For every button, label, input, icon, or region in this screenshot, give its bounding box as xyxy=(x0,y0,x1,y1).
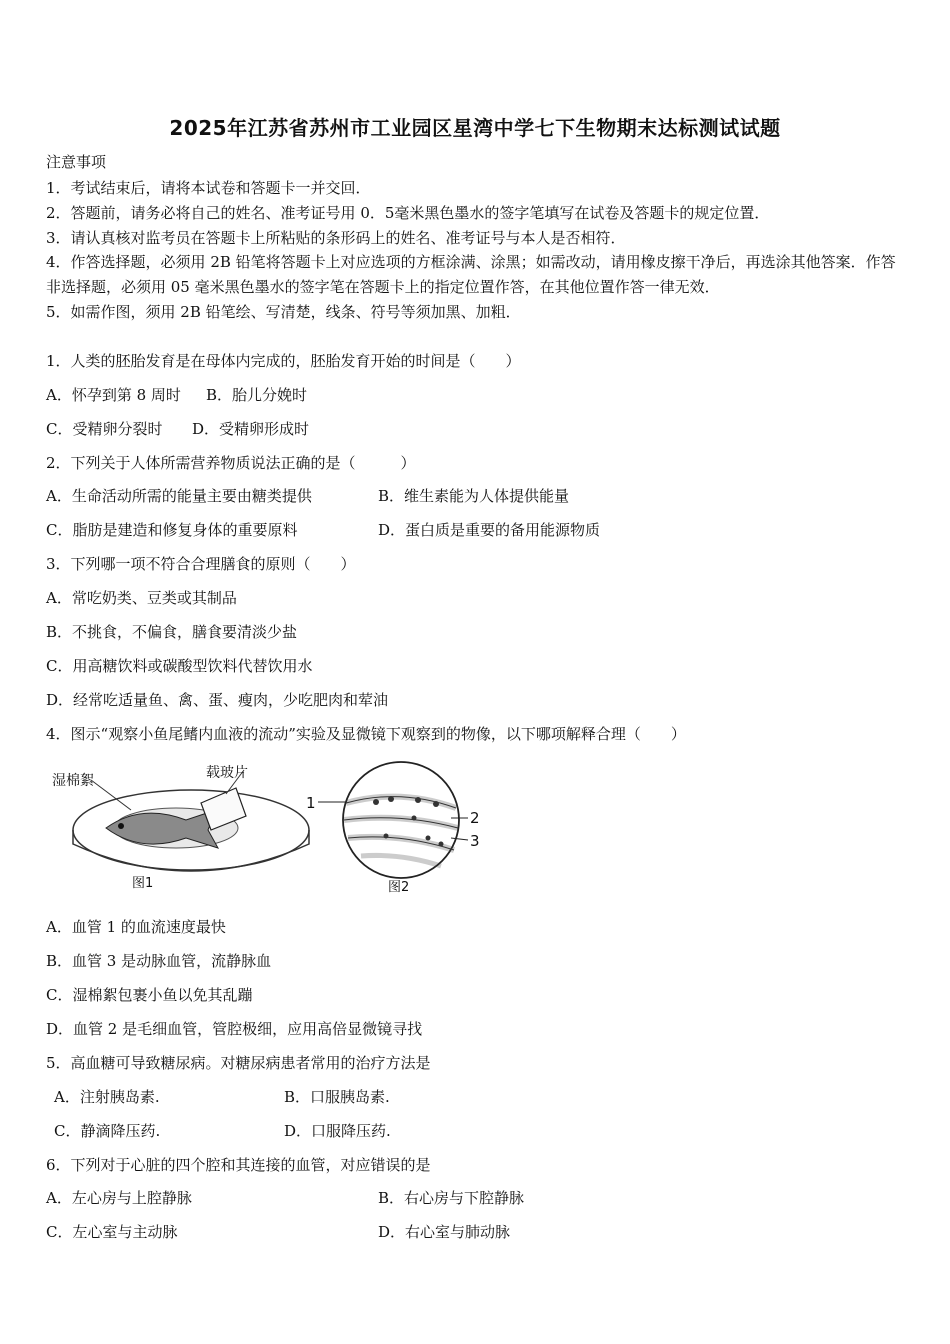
notice-item: 4．作答选择题，必须用 2B 铅笔将答题卡上对应选项的方框涂满、涂黑；如需改动，请用橡皮擦干净后，再选涂其他答案．作答非选择题，必须用 05 毫米黑色墨水的签字笔在答题卡上的指定位置作答，在其他位置作答一律无效． xyxy=(46,253,896,296)
question-1-stem: 1．人类的胚胎发育是在母体内完成的，胚胎发育开始的时间是（ ） xyxy=(46,352,521,370)
question-6-stem: 6．下列对于心脏的四个腔和其连接的血管，对应错误的是 xyxy=(46,1156,431,1174)
label-wet-cotton: 湿棉絮 xyxy=(52,773,94,789)
question-3-stem: 3．下列哪一项不符合合理膳食的原则（ ） xyxy=(46,555,356,573)
document-title: 2025年江苏省苏州市工业园区星湾中学七下生物期末达标测试试题 xyxy=(169,116,781,140)
question-2-option-d: D．蛋白质是重要的备用能源物质 xyxy=(378,521,601,539)
vessel-marker-2: 2 xyxy=(470,809,480,827)
notice-item: 2．答题前，请务必将自己的姓名、准考证号用 0．5毫米黑色墨水的签字笔填写在试卷及答题卡的规定位置． xyxy=(46,204,770,222)
question-6-option-b: B．右心房与下腔静脉 xyxy=(378,1189,525,1207)
figure-1-caption: 图1 xyxy=(132,876,154,891)
question-5-stem: 5．高血糖可导致糖尿病。对糖尿病患者常用的治疗方法是 xyxy=(46,1054,431,1072)
question-4-stem: 4．图示“观察小鱼尾鳍内血液的流动”实验及显微镜下观察到的物像，以下哪项解释合理（ ） xyxy=(46,725,686,743)
question-2-option-c: C．脂肪是建造和修复身体的重要原料 xyxy=(46,521,298,539)
question-2-stem: 2．下列关于人体所需营养物质说法正确的是（ ） xyxy=(46,454,416,472)
question-2-option-b: B．维生素能为人体提供能量 xyxy=(378,487,570,505)
fish-experiment-illustration xyxy=(46,758,486,898)
question-3-option-d: D．经常吃适量鱼、禽、蛋、瘦肉，少吃肥肉和荤油 xyxy=(46,691,389,709)
question-6-option-c: C．左心室与主动脉 xyxy=(46,1223,178,1241)
question-1-option-d: D．受精卵形成时 xyxy=(192,420,310,438)
notice-item: 5．如需作图，须用 2B 铅笔绘、写清楚，线条、符号等须加黑、加粗． xyxy=(46,303,521,321)
figure-2-microscope-view xyxy=(318,762,468,878)
vessel-marker-1: 1 xyxy=(306,794,316,812)
notice-item: 3．请认真核对监考员在答题卡上所粘贴的条形码上的姓名、准考证号与本人是否相符． xyxy=(46,229,626,247)
question-6-option-d: D．右心室与肺动脉 xyxy=(378,1223,511,1241)
question-3-option-a: A．常吃奶类、豆类或其制品 xyxy=(46,589,237,607)
question-5-option-b: B．口服胰岛素. xyxy=(284,1088,390,1106)
question-5-option-c: C．静滴降压药. xyxy=(54,1122,161,1140)
vessel-marker-3: 3 xyxy=(470,832,480,850)
question-4-option-d: D．血管 2 是毛细血管，管腔极细，应用高倍显微镜寻找 xyxy=(46,1020,423,1038)
figure-1-petri-dish xyxy=(73,770,309,871)
question-1-option-b: B．胎儿分娩时 xyxy=(206,386,308,404)
question-4-figure xyxy=(46,758,486,898)
question-5-option-d: D．口服降压药. xyxy=(284,1122,391,1140)
question-2-option-a: A．生命活动所需的能量主要由糖类提供 xyxy=(46,487,312,505)
question-4-option-a: A．血管 1 的血流速度最快 xyxy=(46,918,226,936)
question-5-option-a: A．注射胰岛素. xyxy=(54,1088,160,1106)
question-6-option-a: A．左心房与上腔静脉 xyxy=(46,1189,192,1207)
notice-item: 1．考试结束后，请将本试卷和答题卡一并交回． xyxy=(46,179,371,197)
question-3-option-c: C．用高糖饮料或碳酸型饮料代替饮用水 xyxy=(46,657,313,675)
notice-heading: 注意事项 xyxy=(46,153,107,171)
figure-2-caption: 图2 xyxy=(388,880,410,895)
question-4-option-c: C．湿棉絮包裹小鱼以免其乱蹦 xyxy=(46,986,253,1004)
question-4-option-b: B．血管 3 是动脉血管，流静脉血 xyxy=(46,952,272,970)
question-1-option-a: A．怀孕到第 8 周时 xyxy=(46,386,181,404)
question-1-option-c: C．受精卵分裂时 xyxy=(46,420,163,438)
label-slide: 载玻片 xyxy=(206,765,248,781)
question-3-option-b: B．不挑食，不偏食，膳食要清淡少盐 xyxy=(46,623,298,641)
